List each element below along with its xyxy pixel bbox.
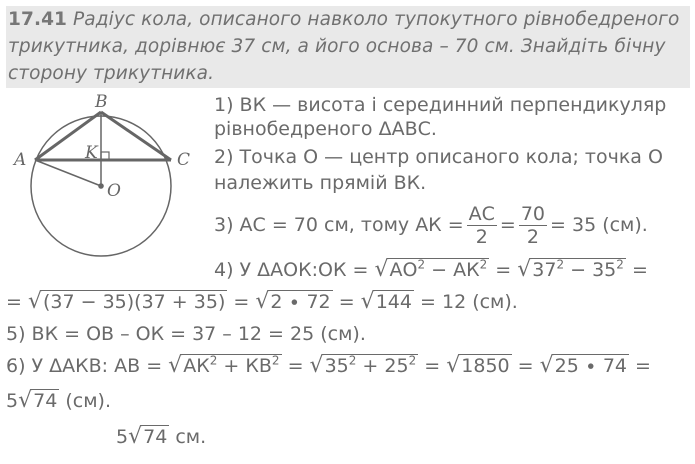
sqrt-74: √74 xyxy=(18,388,58,413)
sqrt-25-74: √25 ∙ 74 xyxy=(539,353,627,378)
problem-number: 17.41 xyxy=(8,9,68,30)
label-a: A xyxy=(14,150,27,170)
answer-sqrt-74: √74 xyxy=(128,424,168,449)
fraction-ac-over-2: $\frac{АС}{2}$ xyxy=(468,202,495,248)
label-o: O xyxy=(107,181,121,201)
step-6-line-2: 5√74 (см). xyxy=(6,388,111,413)
label-b: B xyxy=(95,92,108,112)
step-3: 3) АС = 70 см, тому АК = $\frac{АС}{2}$ = $\frac{70}{2}$ = 35 (см). xyxy=(214,202,648,248)
step-2-line-2: належить прямій ВК. xyxy=(214,172,427,194)
sqrt-35-25: $√35^2 + 25^2$ xyxy=(309,353,417,378)
sqrt-ak-kb: $√АК^2 + КВ^2$ xyxy=(168,353,280,378)
sqrt-product: √(37 − 35)(37 + 35) xyxy=(27,289,226,314)
sqrt-37-35: $√37^2 - 35^2$ xyxy=(517,257,624,282)
fraction-70-over-2: $\frac{70}{2}$ xyxy=(520,202,546,248)
step-6-line-1: 6) У ΔАКВ: АВ = $√АК^2 + КВ^2 = √35^2 + 25^2 = √1850 = √25 \cdot 74$ = xyxy=(6,353,651,378)
problem-line-1: 17.41 Радіус кола, описаного навколо тупокутного рівнобедреного xyxy=(8,9,680,30)
problem-line-3: сторону трикутника. xyxy=(8,63,215,84)
sqrt-ao-ak: $√АО^2 - АК^2$ xyxy=(374,257,488,282)
geometry-figure xyxy=(10,88,210,268)
problem-statement xyxy=(6,6,690,88)
side-bc xyxy=(101,112,171,160)
step-1-line-2: рівнобедреного ΔАВС. xyxy=(214,118,437,140)
radius-ao xyxy=(35,160,101,186)
answer: 5√74 см. xyxy=(116,424,207,449)
step-4-line-1: 4) У ΔАОК:ОК = $√АО^2 - АК^2 = √37^2 - 35^2$ = xyxy=(214,257,648,282)
center-point-o xyxy=(98,183,104,189)
step-2-line-1: 2) Точка О — центр описаного кола; точка О xyxy=(214,146,663,168)
step-1-line-1: 1) ВК — висота і серединний перпендикуляр xyxy=(214,94,667,116)
label-k: K xyxy=(85,143,98,163)
step-4-line-2: = √(37 − 35)(37 + 35) = √2 ∙ 72 = √144 = 12 (см). xyxy=(6,289,518,314)
label-c: C xyxy=(177,150,191,170)
sqrt-1850: √1850 xyxy=(446,353,510,378)
sqrt-144: √144 xyxy=(360,289,412,314)
problem-line-2: трикутника, дорівнює 37 см, а його основа – 70 см. Знайдіть бічну xyxy=(8,36,666,57)
sqrt-2-72: √2 ∙ 72 xyxy=(255,289,331,314)
step-5: 5) ВК = ОВ – ОК = 37 – 12 = 25 (см). xyxy=(6,323,366,345)
